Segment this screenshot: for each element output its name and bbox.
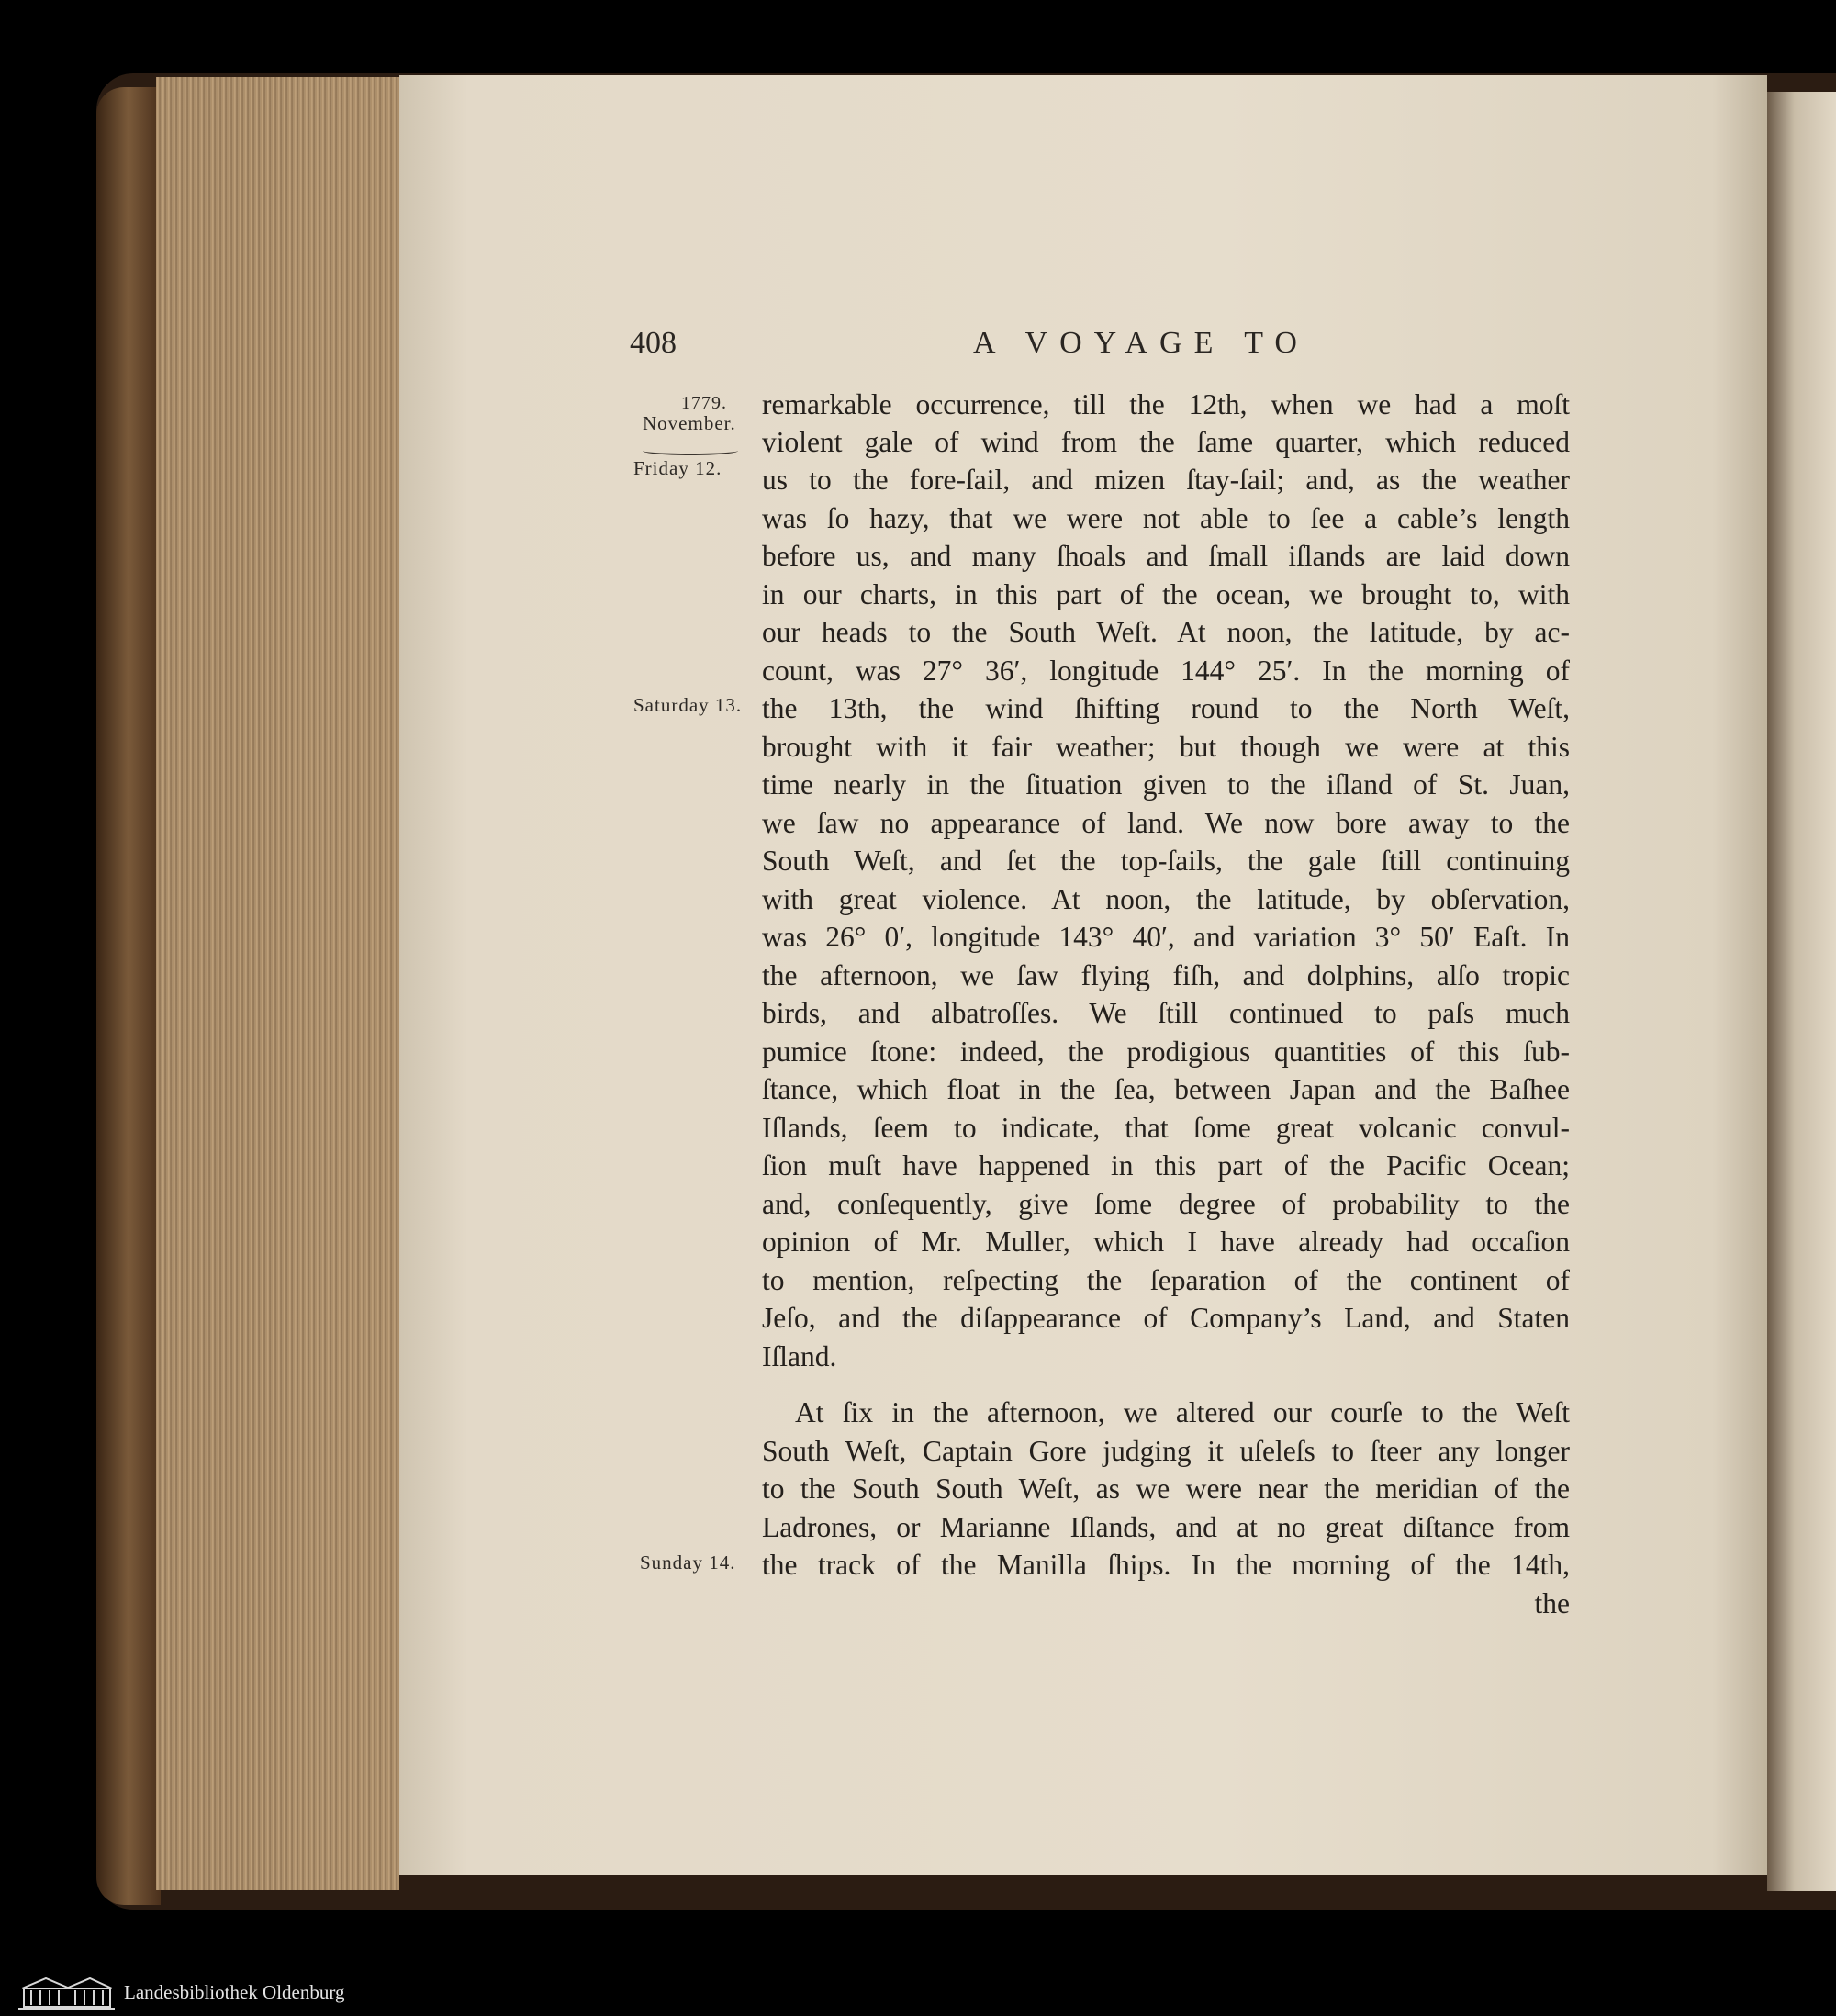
text-line: the afternoon, we ſaw flying fiſh, and dolphins, alſo tropic: [762, 959, 1570, 991]
text-line: the 13th, the wind ſhifting round to the North Weſt,: [762, 692, 1570, 724]
text-line: our heads to the South Weſt. At noon, the latitude, by ac-: [762, 616, 1570, 648]
text-line: and, conſequently, give ſome degree of probability to the: [762, 1188, 1570, 1220]
text-line: opinion of Mr. Muller, which I have already had occaſion: [762, 1226, 1570, 1258]
text-line: to the South South Weſt, as we were near the meridian of the: [762, 1473, 1570, 1505]
text-line: us to the fore-ſail, and mizen ſtay-ſail; and, as the weather: [762, 464, 1570, 496]
page-edges: [156, 77, 399, 1890]
text-line: Ladrones, or Marianne Iſlands, and at no great diſtance from: [762, 1511, 1570, 1543]
catchword: the: [1534, 1587, 1570, 1619]
text-line: before us, and many ſhoals and ſmall iſlands are laid down: [762, 540, 1570, 572]
text-line: the track of the Manilla ſhips. In the morning of the 14th,: [762, 1549, 1570, 1581]
page-number: 408: [630, 326, 677, 360]
text-line: we ſaw no appearance of land. We now bore away to the: [762, 807, 1570, 839]
text-line: in our charts, in this part of the ocean, we brought to, with: [762, 578, 1570, 610]
library-name: Landesbibliothek Oldenburg: [124, 1981, 345, 2003]
text-line: was ſo hazy, that we were not able to ſee a cable’s length: [762, 502, 1570, 534]
text-line: was 26° 0′, longitude 143° 40′, and variation 3° 50′ Eaſt. In: [762, 921, 1570, 953]
text-line: pumice ſtone: indeed, the prodigious quantities of this ſub-: [762, 1036, 1570, 1068]
text-line: remarkable occurrence, till the 12th, when we had a moſt: [762, 388, 1570, 420]
margin-year: 1779.: [681, 393, 727, 413]
text-line: violent gale of wind from the ſame quarter, which reduced: [762, 426, 1570, 458]
text-line: South Weſt, Captain Gore judging it uſeleſs to ſteer any longer: [762, 1435, 1570, 1467]
margin-date-sunday: Sunday 14.: [640, 1551, 736, 1574]
page-header: [624, 326, 1570, 367]
text-line: ſtance, which float in the ſea, between Japan and the Baſhee: [762, 1073, 1570, 1105]
book-spine: [96, 87, 161, 1905]
text-line: count, was 27° 36′, longitude 144° 25′. In the morning of: [762, 655, 1570, 687]
facing-page-edge: [1767, 92, 1836, 1891]
text-line: birds, and albatroſſes. We ſtill continued to paſs much: [762, 997, 1570, 1029]
text-line: time nearly in the ſituation given to the iſland of St. Juan,: [762, 768, 1570, 801]
margin-month: November.: [643, 412, 736, 434]
text-line: to mention, reſpecting the ſeparation of the continent of: [762, 1264, 1570, 1296]
margin-date-friday: Friday 12.: [633, 457, 722, 479]
text-line: At ſix in the afternoon, we altered our courſe to the Weſt: [795, 1396, 1570, 1428]
text-line: with great violence. At noon, the latitude, by obſervation,: [762, 883, 1570, 915]
text-line: Jeſo, and the diſappearance of Company’s Land, and Staten: [762, 1302, 1570, 1334]
margin-date-saturday: Saturday 13.: [633, 694, 743, 716]
margin-brace: [643, 446, 738, 455]
running-title: A VOYAGE TO: [973, 326, 1309, 360]
text-line: South Weſt, and ſet the top-ſails, the gale ſtill continuing: [762, 845, 1570, 877]
text-line: Iſlands, ſeem to indicate, that ſome great volcanic convul-: [762, 1112, 1570, 1144]
text-line: ſion muſt have happened in this part of the Pacific Ocean;: [762, 1149, 1570, 1182]
library-logo-icon: [18, 1976, 115, 2010]
text-line: Iſland.: [762, 1340, 837, 1372]
text-line: brought with it fair weather; but though we were at this: [762, 731, 1570, 763]
